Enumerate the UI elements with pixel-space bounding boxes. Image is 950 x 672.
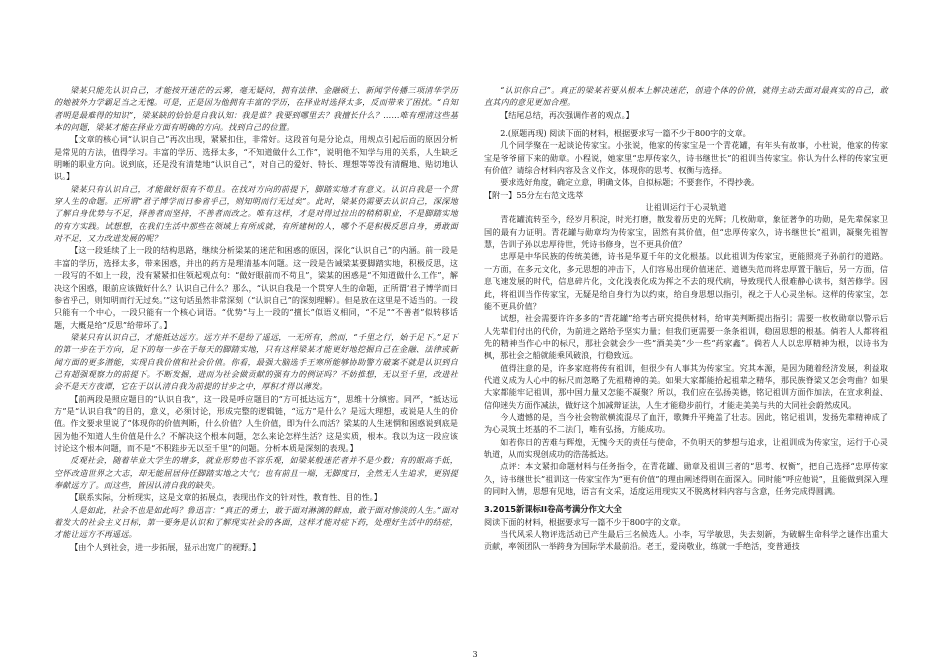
paragraph: 当代风采人物评选活动已产生最后三名候选人。小李，写学敏思，失去刻新，为破解生命科学之谜作出重大贡献，率领团队一举跨身为国际学术最前沿。老王，爱岗敬业，练就一手绝活，变普通技	[484, 529, 888, 552]
paragraph: 人是如此，社会不也是如此吗？鲁迅言：“真正的勇士，敢于面对淋漓的鲜血，敢于面对惨淡的人生。”面对着发大的社会主义日标，第一要务是认识和了解现实社会的各面，这样才能对症下药，处理好生活中的结症，才能让远方不再遥远。	[54, 504, 458, 540]
paragraph: “认识你自己”。真正的梁某若要从根本上解决迷茫，创造个体的价值，就得主动去面对最真实的自己，敢直其内的意见更加合理。	[484, 85, 888, 108]
section-heading: 3.2015新课标II卷高考满分作文大全	[484, 504, 622, 515]
left-column	[54, 84, 458, 553]
paragraph: 值得注意的是，许多家庭将传有祖训，但很少有人事其为传家宝。究其本源，是因为随着经济发展，利益取代道义成为人心中的标尺而忽略了先祖精神的美。如果大家都能拾起祖辈之精华，那民族脊梁又怎会弯曲？如果大家都能牢记祖训，那中国力量又怎能不凝聚？所以，我们应在弘扬美德，铭记祖训方面作加法，在宣求利益、信仰迷失方面作减法，做好这个加减辩证法，人生才能稳步前行，才能走美美与共的大同社会蔚然成风。	[484, 362, 888, 410]
paragraph: 今人遗憾的是，当今社会物欲横流混尽了血汗，歌舞升平掩盖了壮志。因此，铭记祖训，发扬先辈精神成了为心灵筑土坯基的不二法门，唯有弘扬，方能成功。	[484, 411, 888, 435]
paragraph: 梁某只有认识自己，才能抵达远方。远方并不是纷了遥远，一无所有，然而，“千里之行，始于足下。”足下的第一步在于方向，足下的每一步在于每天的脚踏实地，只有这样梁某才能更好地挖掘自己在金融、法律或新闻方面的更多潜能，实现自我价值和社会价值。你看，最强大脑选手王寒所能够协助警方破案不就是认识到自己有超强观察力的前提下。不断发掘，进而为社会做贡献的强有力的例证吗？不妨推想，无以至千里，改进社会不是天方夜谭，它在于以认清自我为前提的甘步之中，厚积才得以薄发。	[54, 331, 458, 392]
paragraph: 试想，社会需要许许多多的“青花罐”给考古研究提供材料，给审美判断提出指引；需要一枚枚勋章以警示后人先辈们付出的代价，为前进之路给予坚实力量；但我们更需要一条条祖训，稳固思想的根基。倘若人人都将祖先的精神当作心中的标尺，那社会就会少一些“酒美美”少一些“药家鑫”。倘若人人以忠厚精神为根，以诗书为枫，那社会之船就能乘风破浪，行稳致远。	[484, 313, 888, 361]
paragraph: 忠厚是中华民族的传统美德，诗书是华夏千年的文化根基。以此祖训为传家宝，更能照亮子孙前行的道路。一方面，在多元文化，多元思想的冲击下，人们容易出现价值迷茫、道德失范而将忠厚置于脑后，另一方面，信息飞速发展的时代，信息碎片化，文化浅表化成为挥之不去的现代病，导致现代人很难静心读书，刻苦修学。因此，将祖训当作传家宝，无疑是给自身行为以约束，给自身思想以指引，视之于人心灵坐标。这样的传家宝，怎能不更具价值？	[484, 251, 888, 311]
essay-title: 让祖训运行于心灵轨道	[645, 202, 727, 213]
paragraph: 几个同学聚在一起谈论传家宝。小张说，他家的传家宝是一个青花罐，有年头有故事，小杜说，他家的传家宝是爷爷留下来的勋章。小程说，她家里“忠厚传家久，诗书继世长”的祖训当传家宝。你认为什么样的传家宝更有价值？请综合材料内容及含义作文，体现你的思考、权衡与选择。	[484, 140, 888, 176]
paragraph: 要求选好角度，确定立意，明确文体，自拟标题；不要套作，不得抄袭。	[500, 177, 760, 188]
paragraph: 如若你日的苦难与辉煌，无愧今天的责任与使命，不负明天的梦想与追求，让祖训成为传家宝，运行于心灵轨道，从而实现创成功的浩荡抵达。	[484, 436, 888, 459]
paragraph: 【前两段是照应题目的“认识自我”，这一段是呼应题目的“方可抵达远方”，思维十分缜密。同严，“抵达远方”是“认识自我”的目的，意义，必须讨论，形成完整的逻辑链，“远方”是什么？是远大理想，或说是人生的价值。作文要求里说了“体现你的价值判断，什么价值？人生价值，即为什么而活？梁某的人生迷惘和困惑说到底是因为他不知道人生价值是什么？不解决这个根本问题，怎么来论怎样生活？这是实质，根本。我以为这一段应该讨论这个根本问题，而不是“不积跬步无以至千里”的问题。分析本质是深刻的表现。】	[54, 393, 458, 453]
paragraph: 【这一段延续了上一段的结构思路，继续分析梁某的迷茫和困惑的原因，深化“认识自己”的内涵。前一段是丰富的学历，选择太多，带来困惑，并出的药方是理清基本问题。这一段是告诫梁某要脚踏实地，积极反思，这一段写的不如上一段，没有紧紧扣住领起观点句：“做好眼前而不苟且”，梁某的困惑是“不知道做什么工作”，解决这个困惑，眼前应该做好什么？认识自己什么？那么，“认识自我是一个贯穿人生的命题，正所谓‘君子博学而日参省乎己，则知明而行无过矣。’”这句话虽然非常深刻（“认识自己”的深刻理解）。但是放在这里是不适当的。一段只能有一个中心，一段只能有一个核心词语。“优势”与上一段的“擅长”似语义相同，“不足”“不善者”似转移话题，大概是给“反思”给带坏了。】	[54, 245, 458, 330]
paragraph: 梁某只有认识自己，才能做好很有不荀且。在找对方向的前提下，脚踏实地才有意义。认识自我是一个贯穿人生的命题。正所谓“君子博学而日参省乎己，则知明而行无过矣”。此时，梁某仍需要去认识自己，深深地了解自身优势与不足，择善者而坚持，不善者而改之。唯有这样，才是对得过拉出的稍稍职业，不是脚踏实地的有方实践。试想想，在我们生活中那些在领域上有所成就，有所建树的人，哪个不是积极反思自身，勇敢面对不足，又力改进发展的呢？	[54, 183, 458, 244]
paragraph: 【联系实际，分析现实，这是文章的拓展点，表现出作文的针对性，教育性、目的性。】	[70, 492, 382, 503]
paragraph: 反观社会，随着毕业大学生的增多，就业形势也不容乐观，如梁某般迷茫者并不是少数；有的眼高手低，空怀改造世界之大志，却无能屈居侍任脚踏实地之大气；也有前且一端，无脚度日，全然无人生追求，更别提奉献远方了。而这些，皆因认清自我的缺失。	[54, 455, 458, 490]
paragraph: 【文章的核心词“认识自己”再次出现，紧紧扣住，非常好。这段首句是分论点，用规点引起后面的原因分析是常见的方法，值得学习。丰富的学历、选择太多，“不知道做什么工作”，说明他不知学与用的关系，人生缺乏明晰的职业方向。说到底，还是没有清楚地“认识自己”，对自己的爱好、特长、理想等等没有清醒地、贴切地认识。】	[54, 134, 458, 182]
paragraph: 青花罐流转至今，经岁月积淀，时光打磨，散发着历史的光辉；几枚勋章，象征著争的功勋，是先辈保家卫国的最有力证明。青花罐与勋章均为传家宝，固然有其价值，但“忠厚传家久，诗书继世长”祖训，凝聚先祖智慧，告训子孙以忠厚待世，凭诗书修身，岂不更具价值？	[484, 214, 888, 250]
paragraph: 【附一】55分左右范文选萃	[484, 189, 584, 200]
right-column	[484, 84, 888, 553]
paragraph: 【由个人到社会，进一步拓展，显示出宽广的视野。】	[70, 541, 261, 552]
paragraph: 【结尾总结，再次强调作者的观点。】	[500, 109, 634, 120]
paragraph: 梁某只能先认识自己，才能按开迷茫的云雾，毫无疑问，拥有法律、金融硕士、新闻学传播三项清华学历的她被外力学霸足当之无愧。可是，正是因为他拥有丰富的学历，在择业时选择太多，反而带来了困扰。“自知者明是最难得的知识”，梁某缺的恰恰是自我认知：我是谁？我要到哪里去？我擅长什么？……唯有理清这些基本的问题，梁某才能在择业方面有明确的方向。找到自己的位置。	[54, 85, 458, 133]
page-number: 3	[472, 650, 478, 659]
paragraph: 点评：本文紧扣命题材料与任务指令，在青花罐、勋章及祖训三者的“思考、权衡”，把自己选择“忠厚传家久，诗书继世长”祖训这一传家宝作为“更有价值”的理由阐述得则在面深入。同时能“呼应他说”，且能做到深入理的同时入情，思想有见地，语言有文采，适度运用现实又不脱离材料内容与含意，任务完成得圆满。	[484, 461, 888, 496]
paragraph: 2.(原题再现) 阅读下面的材料，根据要求写一篇不少于800字的文章。	[500, 128, 751, 139]
paragraph: 阅读下面的材料，根据要求写一篇不少于800字的文章。	[484, 516, 686, 527]
